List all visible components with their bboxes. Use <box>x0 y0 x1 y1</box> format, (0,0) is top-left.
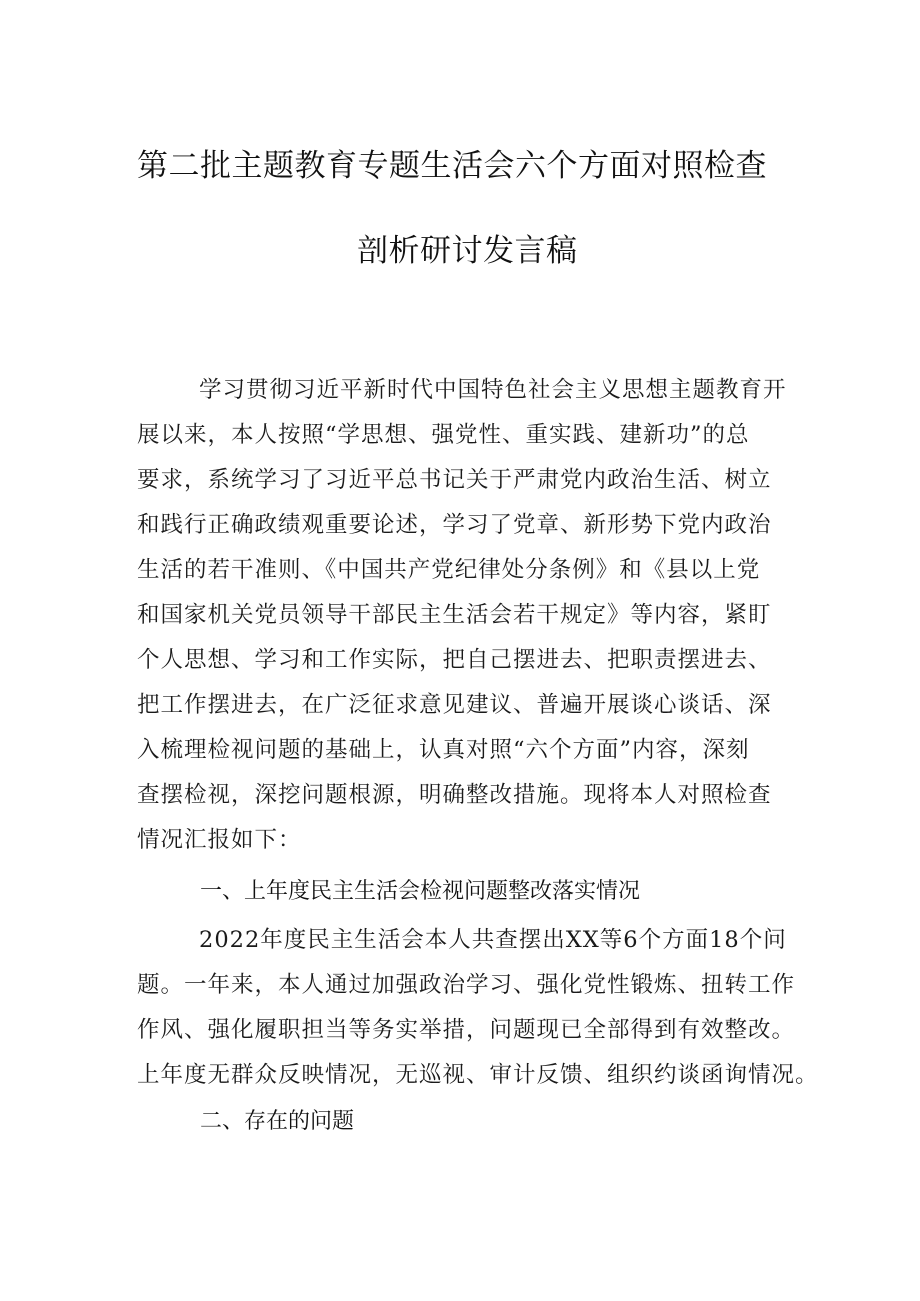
intro-line-11: 情况汇报如下： <box>137 827 302 853</box>
section-1-heading: 一、上年度民主生活会检视问题整改落实情况 <box>200 879 641 904</box>
intro-line-4: 和践行正确政绩观重要论述，学习了党章、新形势下党内政治 <box>137 512 772 538</box>
section-1-line-3: 作风、强化履职担当等务实举措，问题现已全部得到有效整改。 <box>137 1017 796 1043</box>
section-2-heading: 二、存在的问题 <box>200 1109 355 1134</box>
intro-line-3: 要求，系统学习了习近平总书记关于严肃党内政治生活、树立 <box>137 467 772 493</box>
intro-line-7: 个人思想、学习和工作实际，把自己摆进去、把职责摆进去、 <box>137 647 772 673</box>
section-1-line-4: 上年度无群众反映情况，无巡视、审计反馈、组织约谈函询情况。 <box>137 1062 819 1088</box>
document-title-line-2: 剖析研讨发言稿 <box>357 233 578 269</box>
intro-line-9: 入梳理检视问题的基础上，认真对照“六个方面”内容，深刻 <box>137 737 750 763</box>
intro-line-8: 把工作摆进去，在广泛征求意见建议、普遍开展谈心谈话、深 <box>137 692 772 718</box>
document-title-line-1: 第二批主题教育专题生活会六个方面对照检查 <box>137 148 767 184</box>
section-1-line-2: 题。一年来，本人通过加强政治学习、强化党性锻炼、扭转工作 <box>137 972 796 998</box>
intro-line-2: 展以来，本人按照“学思想、强党性、重实践、建新功”的总 <box>137 422 750 448</box>
intro-line-10: 查摆检视，深挖问题根源，明确整改措施。现将本人对照检查 <box>137 782 772 808</box>
intro-line-5: 生活的若干准则、《中国共产党纪律处分条例》和《县以上党 <box>137 557 761 583</box>
intro-line-1: 学习贯彻习近平新时代中国特色社会主义思想主题教育开 <box>199 377 787 403</box>
intro-line-6: 和国家机关党员领导干部民主生活会若干规定》等内容，紧盯 <box>137 602 772 628</box>
section-1-line-1: 2022年度民主生活会本人共查摆出XX等6个方面18个问 <box>199 927 787 953</box>
